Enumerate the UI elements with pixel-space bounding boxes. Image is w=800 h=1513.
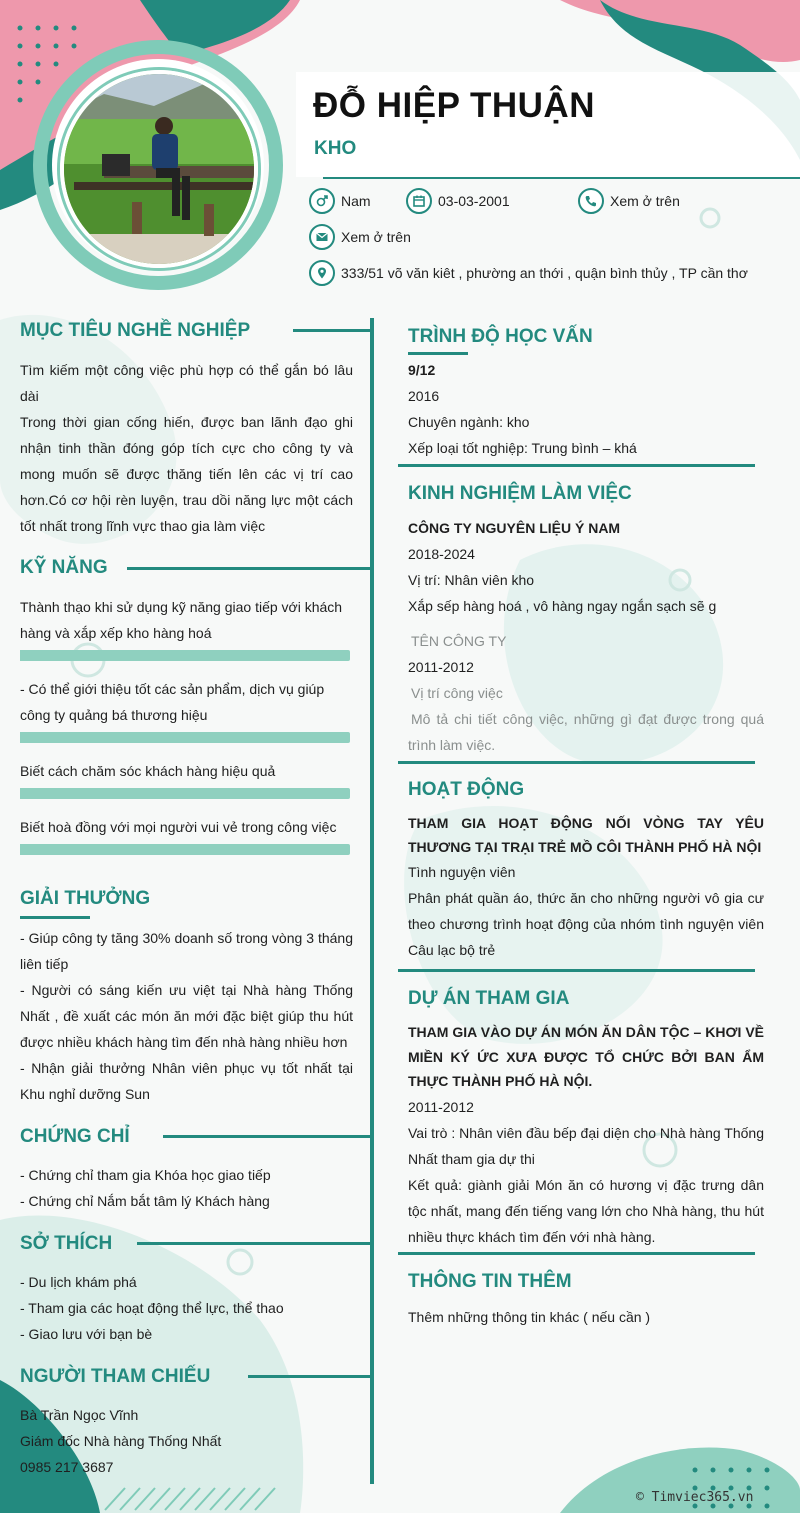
references-heading-rule: [248, 1375, 370, 1378]
awards-text: [20, 925, 353, 1107]
award-line: - Nhận giải thưởng Nhân viên phục vụ tốt nhất tại Khu nghỉ dưỡng Sun: [20, 1060, 353, 1102]
activities-text: [408, 811, 764, 963]
gender-value: Nam: [341, 193, 371, 209]
certificate-line: - Chứng chỉ Nắm bắt tâm lý Khách hàng: [20, 1193, 270, 1209]
reference-line: Bà Trần Ngọc Vĩnh: [20, 1407, 139, 1423]
phone-icon: [578, 188, 604, 214]
project-result: Kết quả: giành giải Món ăn có hương vị đặc trưng dân tộc nhất, mang đến tiếng vang lớn cho Nhà hàng, thu hút nhiều thực khách tìm đến với nhà hàng.: [408, 1176, 764, 1245]
skill-item-label: - Có thể giới thiệu tốt các sản phẩm, dịch vụ giúp công ty quảng bá thương hiệu: [20, 681, 325, 723]
email-icon: [309, 224, 335, 250]
phone-value: Xem ở trên: [610, 193, 680, 209]
education-major: Chuyên ngành: kho: [408, 414, 530, 430]
hobby-line: - Giao lưu với bạn bè: [20, 1326, 153, 1342]
avatar-photo-illustration: [64, 74, 254, 264]
skill-item-label: Thành thạo khi sử dụng kỹ năng giao tiếp với khách hàng và xắp xếp kho hàng hoá: [20, 599, 343, 641]
hobby-line: - Du lịch khám phá: [20, 1274, 137, 1290]
certificates-heading: CHỨNG CHỈ: [20, 1126, 130, 1147]
section-divider: [398, 464, 755, 467]
job-company: CÔNG TY NGUYÊN LIỆU Ý NAM: [408, 520, 621, 536]
hobbies-heading-rule: [137, 1242, 370, 1245]
contact-address: [309, 260, 748, 286]
gender-icon: [309, 188, 335, 214]
objective-line: Trong thời gian cống hiến, được ban lãnh đạo ghi nhận tinh thần đóng góp tích cực cho công ty và mong muốn sẽ được thăng tiến lên các vị trí cao hơn.Có cơ hội rèn luyện, trau dồi năng lực một cách tốt nhất trong lĩnh vực thao gia làm việc: [20, 414, 353, 534]
projects-text: [408, 1020, 764, 1250]
contact-birthday: [406, 188, 510, 214]
award-line: - Giúp công ty tăng 30% doanh số trong vòng 3 tháng liên tiếp: [20, 930, 353, 972]
activities-heading: HOẠT ĐỘNG: [408, 779, 525, 800]
job-period: 2011-2012: [408, 659, 474, 675]
certificates-text: [20, 1162, 353, 1214]
project-period: 2011-2012: [408, 1098, 474, 1115]
award-line: - Người có sáng kiến ưu việt tại Nhà hàng Thống Nhất , đề xuất các món ăn mới đặc biệt giúp thu hút được nhiều khách hàng tìm đến nhà hàng nhiều hơn: [20, 982, 353, 1050]
hobby-line: - Tham gia các hoạt động thể lực, thể thao: [20, 1300, 284, 1316]
experience-job: [408, 628, 764, 758]
project-title: THAM GIA VÀO DỰ ÁN MÓN ĂN DÂN TỘC – KHƠI VỀ MIỀN KÝ ỨC XƯA ĐƯỢC TỔ CHỨC BỞI BAN ẨM THỰC THÀNH PHỐ HÀ NỘI.: [408, 1024, 764, 1089]
experience-job: [408, 515, 764, 619]
hobbies-text: [20, 1269, 353, 1347]
skills-heading-rule: [127, 567, 370, 570]
hobbies-heading: SỞ THÍCH: [20, 1233, 113, 1254]
job-company: TÊN CÔNG TY: [411, 633, 507, 649]
objective-text: [20, 357, 353, 539]
projects-heading: DỰ ÁN THAM GIA: [408, 988, 570, 1009]
contact-email: [309, 224, 411, 250]
birthday-value: 03-03-2001: [438, 193, 510, 209]
section-divider: [398, 969, 755, 972]
reference-line: Giám đốc Nhà hàng Thống Nhất: [20, 1433, 222, 1449]
skill-level-bar: [20, 841, 350, 855]
job-description: Mô tả chi tiết công việc, những gì đạt được trong quá trình làm việc.: [408, 711, 764, 753]
education-grade: Xếp loại tốt nghiệp: Trung bình – khá: [408, 440, 637, 456]
skill-item-label: Biết cách chăm sóc khách hàng hiệu quả: [20, 763, 276, 779]
certificate-line: - Chứng chỉ tham gia Khóa học giao tiếp: [20, 1167, 271, 1183]
extra-heading: THÔNG TIN THÊM: [408, 1271, 572, 1292]
skill-level-bar: [20, 785, 350, 799]
extra-text: Thêm những thông tin khác ( nếu cần ): [408, 1309, 651, 1325]
section-divider: [398, 1252, 755, 1255]
activity-title: THAM GIA HOẠT ĐỘNG NỐI VÒNG TAY YÊU THƯƠNG TẠI TRẠI TRẺ MỒ CÔI THÀNH PHỐ HÀ NỘI: [408, 815, 764, 855]
job-description: Xắp sếp hàng hoá , vô hàng ngay ngắn sạch sẽ g: [408, 598, 717, 614]
email-value: Xem ở trên: [341, 229, 411, 245]
references-text: [20, 1402, 353, 1480]
awards-heading: GIẢI THƯỞNG: [20, 888, 151, 909]
skill-level-bar: [20, 729, 350, 743]
activity-description: Phân phát quần áo, thức ăn cho những người vô gia cư theo chương trình hoạt động của nhóm tình nguyện viên Câu lạc bộ trẻ: [408, 890, 764, 958]
skill-item-label: Biết hoà đồng với mọi người vui vẻ trong công việc: [20, 819, 337, 835]
candidate-name: ĐỖ HIỆP THUẬN: [313, 86, 595, 125]
calendar-icon: [406, 188, 432, 214]
education-text: [408, 357, 764, 461]
address-value: 333/51 võ văn kiêt , phường an thới , quận bình thủy , TP cần thơ: [341, 265, 748, 281]
activity-role: Tình nguyện viên: [408, 864, 516, 880]
contact-phone: [578, 188, 680, 214]
job-position: Vị trí công việc: [411, 685, 503, 701]
skills-heading: KỸ NĂNG: [20, 557, 108, 578]
objective-line: Tìm kiếm một công việc phù hợp có thể gắn bó lâu dài: [20, 362, 353, 404]
objective-heading-rule: [293, 329, 370, 332]
location-icon: [309, 260, 335, 286]
experience-heading: KINH NGHIỆM LÀM VIỆC: [408, 483, 632, 504]
watermark: © Timviec365.vn: [636, 1490, 754, 1505]
section-divider: [398, 761, 755, 764]
project-role: Vai trò : Nhân viên đầu bếp đại diện cho Nhà hàng Thống Nhất tham gia dự thi: [408, 1124, 764, 1167]
job-position: Vị trí: Nhân viên kho: [408, 572, 535, 588]
education-year: 2016: [408, 388, 440, 404]
reference-line: 0985 217 3687: [20, 1459, 114, 1475]
awards-heading-rule: [20, 916, 90, 919]
objective-heading: MỤC TIÊU NGHỀ NGHIỆP: [20, 320, 251, 341]
skill-level-bar: [20, 647, 350, 661]
job-period: 2018-2024: [408, 546, 475, 562]
references-heading: NGƯỜI THAM CHIẾU: [20, 1366, 211, 1387]
certificates-heading-rule: [163, 1135, 370, 1138]
education-heading-rule: [408, 352, 468, 355]
education-heading: TRÌNH ĐỘ HỌC VẤN: [408, 326, 593, 347]
avatar: [60, 70, 258, 268]
job-title: KHO: [314, 138, 357, 159]
education-school: 9/12: [408, 362, 436, 378]
contact-gender: [309, 188, 371, 214]
